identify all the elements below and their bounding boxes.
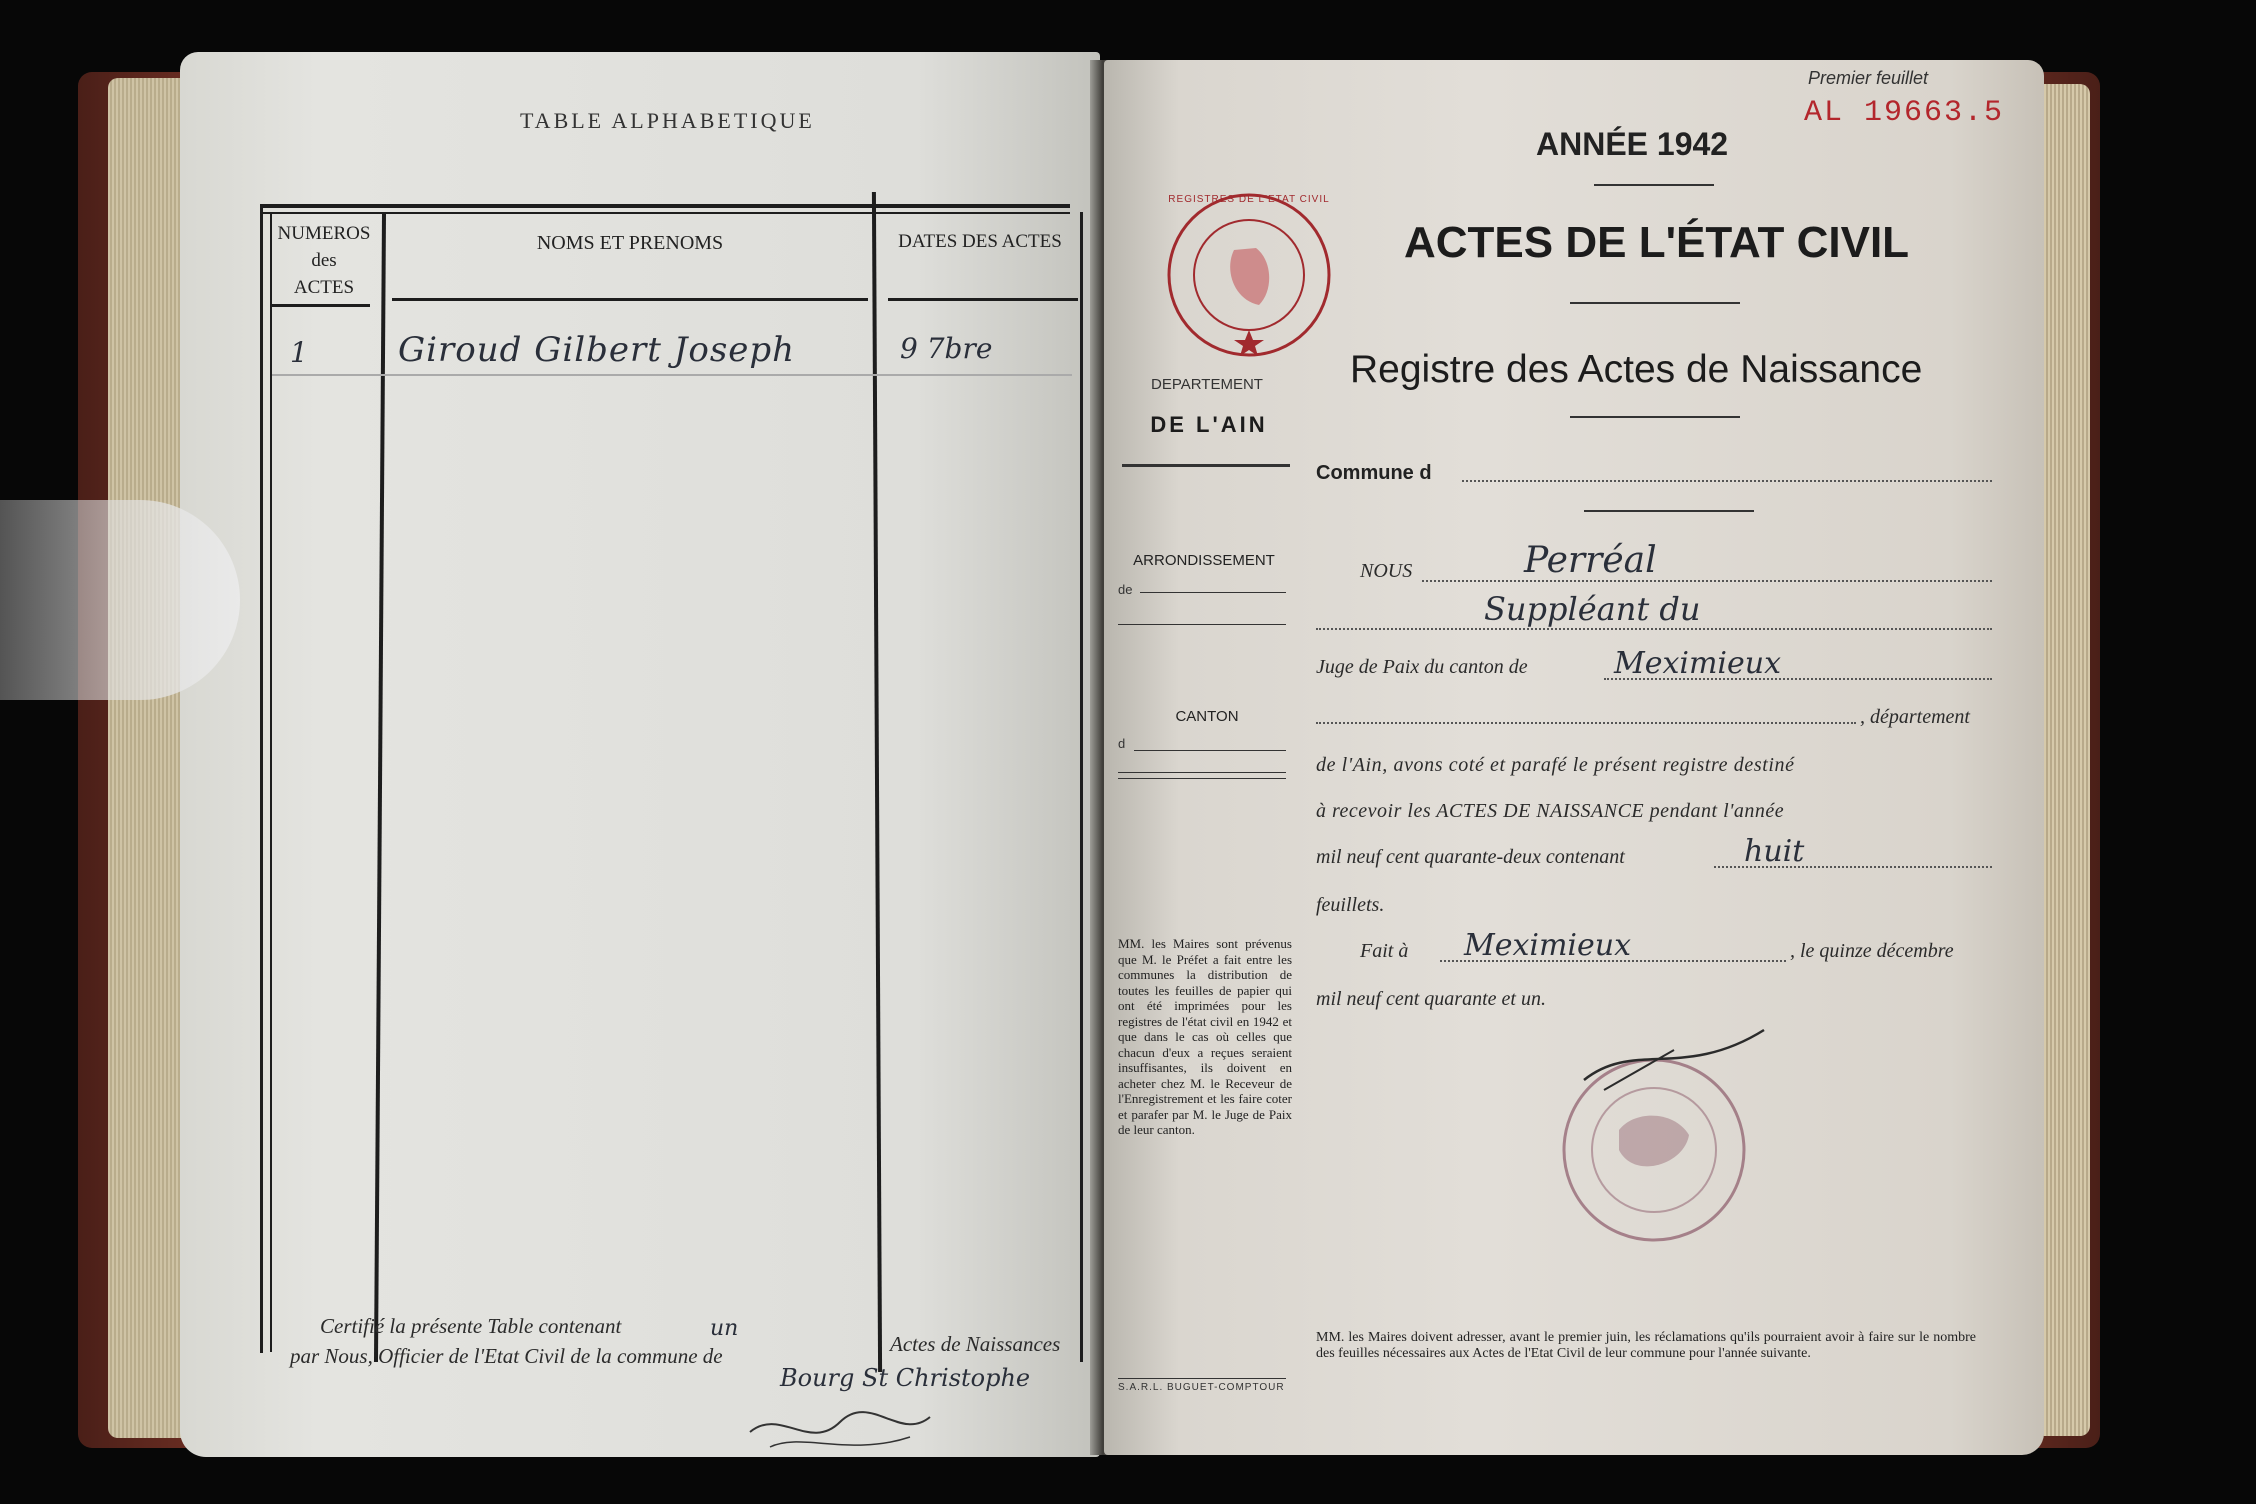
left-page bbox=[180, 52, 1100, 1457]
stamp-note: Premier feuillet bbox=[1808, 68, 1929, 88]
cert-count: un bbox=[710, 1316, 739, 1341]
fait-label: Fait à bbox=[1360, 940, 1409, 962]
table-col-divider-2 bbox=[872, 192, 882, 1372]
footer-note: MM. les Maires doivent adresser, avant le premier juin, les réclamations qu'ils pourraient avoir à faire sur le nombre des feuilles nécessaires aux Actes de l'Etat Civil de leur commune pour l'année suivante. bbox=[1316, 1330, 1976, 1361]
subtitle-underline bbox=[1570, 416, 1740, 418]
year-heading: ANNÉE 1942 bbox=[1536, 126, 1729, 162]
count-value: huit bbox=[1744, 834, 1805, 869]
nous-value: Perréal bbox=[1524, 540, 1657, 581]
printer: S.A.R.L. BUGUET-COMPTOUR bbox=[1118, 1382, 1285, 1393]
printer-rule bbox=[1118, 1378, 1286, 1379]
extra-field bbox=[1316, 722, 1856, 724]
departement-word: , département bbox=[1860, 706, 1970, 728]
header-underline-2 bbox=[392, 298, 868, 301]
commune-underline bbox=[1584, 510, 1754, 512]
departement-rule bbox=[1122, 464, 1290, 467]
body-line1: de l'Ain, avons coté et parafé le présent registre destiné bbox=[1316, 754, 1795, 776]
date-text: , le quinze décembre bbox=[1790, 940, 1954, 962]
count-field bbox=[1714, 866, 1992, 868]
body-line3: mil neuf cent quarante-deux contenant bbox=[1316, 846, 1625, 868]
juge-value: Meximieux bbox=[1614, 646, 1782, 681]
canton-rule-2 bbox=[1118, 778, 1286, 779]
body-line2: à recevoir les ACTES DE NAISSANCE pendant l'année bbox=[1316, 800, 1785, 822]
departement-value: DE L'AIN bbox=[1150, 412, 1268, 437]
arrondissement-de: de bbox=[1118, 582, 1133, 597]
canton-label: CANTON bbox=[1175, 708, 1239, 725]
register-subtitle: Registre des Actes de Naissance bbox=[1350, 348, 1923, 391]
commune-field bbox=[1462, 480, 1992, 482]
cert-line1-b: Actes de Naissances bbox=[890, 1332, 1061, 1356]
justice-stamp bbox=[1524, 1020, 1784, 1260]
header-underline-1 bbox=[270, 304, 370, 307]
cert-line1-a: Certifié la présente Table contenant bbox=[320, 1314, 622, 1338]
header-underline-3 bbox=[888, 298, 1078, 301]
title-underline bbox=[1570, 302, 1740, 304]
year-underline bbox=[1594, 184, 1714, 186]
table-left-border-inner bbox=[270, 212, 272, 1352]
right-page bbox=[1104, 60, 2044, 1455]
column-noms: NOMS ET PRENOMS bbox=[536, 232, 724, 254]
republic-seal bbox=[1164, 190, 1334, 360]
column-numeros: NUMEROS des ACTES bbox=[277, 223, 371, 298]
cert-line2: par Nous, Officier de l'Etat Civil de la commune de bbox=[290, 1344, 723, 1368]
table-header: TABLE ALPHABETIQUE bbox=[520, 108, 815, 133]
nous-label: NOUS bbox=[1360, 560, 1413, 582]
table-left-border bbox=[260, 208, 263, 1353]
table-right-border bbox=[1080, 212, 1083, 1362]
role-field bbox=[1316, 628, 1992, 630]
main-title: ACTES DE L'ÉTAT CIVIL bbox=[1404, 218, 1910, 267]
nous-field bbox=[1422, 580, 1992, 582]
table-col-divider-1 bbox=[374, 212, 386, 1362]
feuillets: feuillets. bbox=[1316, 894, 1385, 916]
arrondissement-line bbox=[1140, 592, 1286, 593]
entry-row-line bbox=[272, 374, 1072, 376]
year-text: mil neuf cent quarante et un. bbox=[1316, 988, 1546, 1010]
stamp-reference: AL 19663.5 bbox=[1804, 96, 2005, 130]
role-value: Suppléant du bbox=[1484, 590, 1701, 628]
juge-label: Juge de Paix du canton de bbox=[1316, 656, 1528, 678]
seal-text: REGISTRES DE L'ETAT CIVIL bbox=[1168, 194, 1330, 205]
canton-de: d bbox=[1118, 736, 1126, 751]
signature-left bbox=[740, 1402, 940, 1462]
entry-date: 9 7bre bbox=[900, 332, 993, 365]
entry-number: 1 bbox=[290, 336, 308, 369]
canton-rule bbox=[1118, 772, 1286, 773]
cert-commune: Bourg St Christophe bbox=[780, 1364, 1031, 1392]
entry-name: Giroud Gilbert Joseph bbox=[398, 330, 796, 370]
column-dates: DATES DES ACTES bbox=[898, 231, 1062, 252]
table-top-rule-main bbox=[260, 204, 1070, 208]
departement-label: DEPARTEMENT bbox=[1151, 376, 1263, 393]
side-note: MM. les Maires sont prévenus que M. le Préfet a fait entre les communes la distribution de toutes les feuilles de papier qui ont été imprimées pour les registres de l'état civil en 1942 et que dans le cas où celles que chacun d'eux a reçues seraient insuffisantes, ils doivent en acheter chez M. le Receveur de l'Enregistrement et les faire coter et parafer par M. le Juge de Paix de leur canton. bbox=[1118, 936, 1292, 1137]
fait-field bbox=[1440, 960, 1786, 962]
canton-line bbox=[1134, 750, 1286, 751]
fait-value: Meximieux bbox=[1464, 928, 1632, 963]
plastic-tab bbox=[0, 500, 240, 700]
arrondissement-label: ARRONDISSEMENT bbox=[1133, 552, 1275, 569]
juge-field bbox=[1604, 678, 1992, 680]
commune-label: Commune d bbox=[1316, 462, 1432, 484]
arrondissement-line-2 bbox=[1118, 624, 1286, 625]
